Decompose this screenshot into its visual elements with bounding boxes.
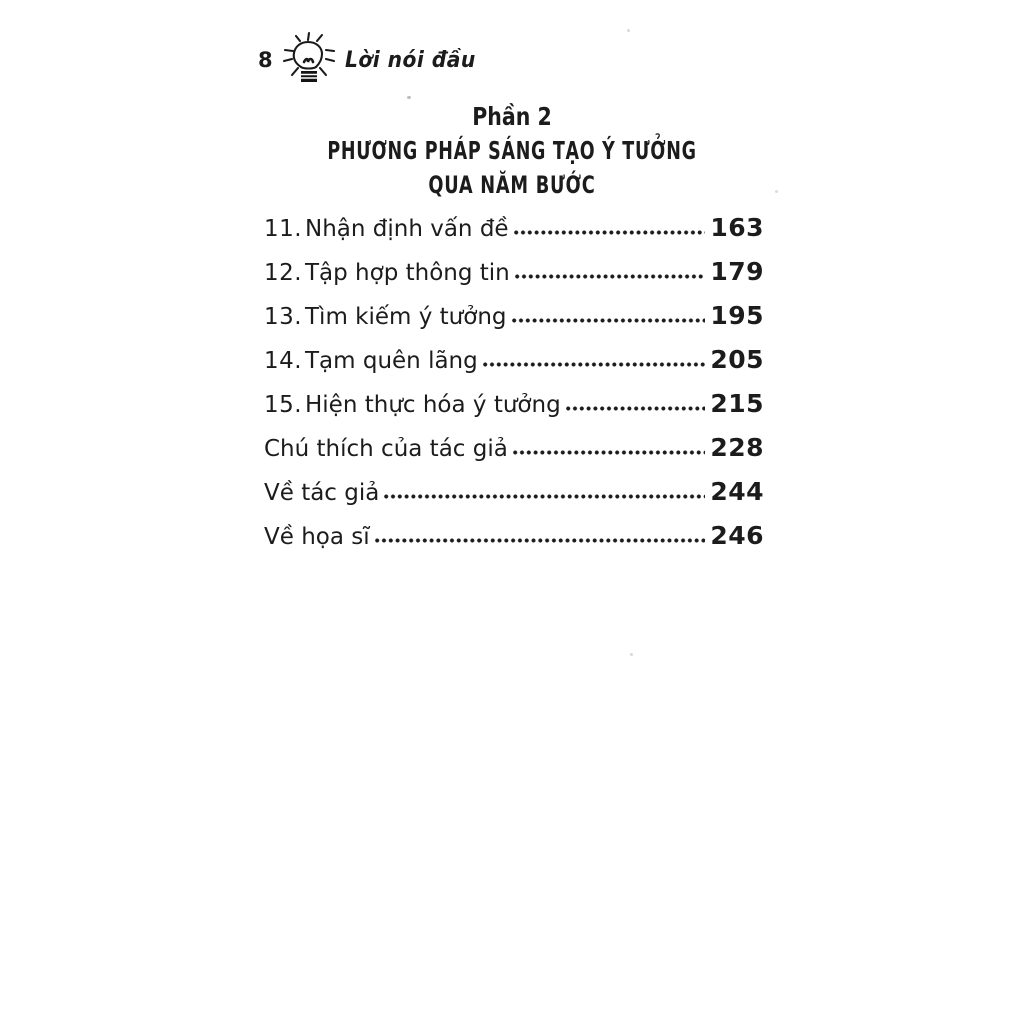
part-label: Phần 2	[472, 102, 552, 131]
toc-entry-page: 163	[710, 213, 764, 242]
toc-entry-page: 215	[710, 389, 764, 418]
part-title-block	[0, 100, 1024, 202]
page-header	[258, 28, 487, 92]
toc-entry-label: Nhận định vấn đề	[305, 216, 509, 242]
toc-entry-page: 179	[710, 257, 764, 286]
toc-entry-label: Tạm quên lãng	[305, 348, 478, 374]
toc-entry-label: Tìm kiếm ý tưởng	[305, 304, 507, 330]
toc-entry-page: 205	[710, 345, 764, 374]
toc-entry	[264, 301, 764, 345]
dot-leader	[510, 301, 708, 324]
toc-list	[264, 213, 764, 565]
toc-entry-number: 15.	[264, 392, 303, 418]
scan-speck	[630, 653, 633, 656]
toc-entry-page: 195	[710, 301, 764, 330]
scan-speck	[407, 96, 411, 99]
dot-leader	[382, 477, 707, 500]
toc-entry-label: Chú thích của tác giả	[264, 436, 508, 462]
toc-entry-label: Về tác giả	[264, 480, 380, 506]
toc-entry-label: Về họa sĩ	[264, 524, 370, 550]
dot-leader	[512, 213, 708, 236]
toc-entry-number: 13.	[264, 304, 303, 330]
toc-entry	[264, 257, 764, 301]
toc-entry	[264, 433, 764, 477]
toc-entry-page: 228	[710, 433, 764, 462]
toc-entry-label: Hiện thực hóa ý tưởng	[305, 392, 561, 418]
toc-entry-number: 12.	[264, 260, 303, 286]
dot-leader	[511, 433, 707, 456]
dot-leader	[564, 389, 708, 412]
header-section-title: Lời nói đầu	[345, 47, 476, 73]
toc-entry-page: 246	[710, 521, 764, 550]
part-title-line-1: PHƯƠNG PHÁP SÁNG TẠO Ý TƯỞNG	[327, 136, 697, 165]
lightbulb-icon	[281, 29, 337, 91]
page-number: 8	[258, 48, 274, 72]
toc-entry	[264, 389, 764, 433]
toc-entry-number: 11.	[264, 216, 303, 242]
toc-entry-label: Tập hợp thông tin	[305, 260, 510, 286]
dot-leader	[481, 345, 708, 368]
toc-entry	[264, 213, 764, 257]
toc-entry	[264, 521, 764, 565]
toc-entry	[264, 477, 764, 521]
toc-entry-number: 14.	[264, 348, 303, 374]
dot-leader	[373, 521, 708, 544]
scan-speck	[775, 190, 778, 193]
toc-entry-page: 244	[710, 477, 764, 506]
toc-entry	[264, 345, 764, 389]
part-title-line-2: QUA NĂM BƯỚC	[428, 171, 596, 199]
dot-leader	[513, 257, 708, 280]
scan-speck	[627, 29, 630, 32]
